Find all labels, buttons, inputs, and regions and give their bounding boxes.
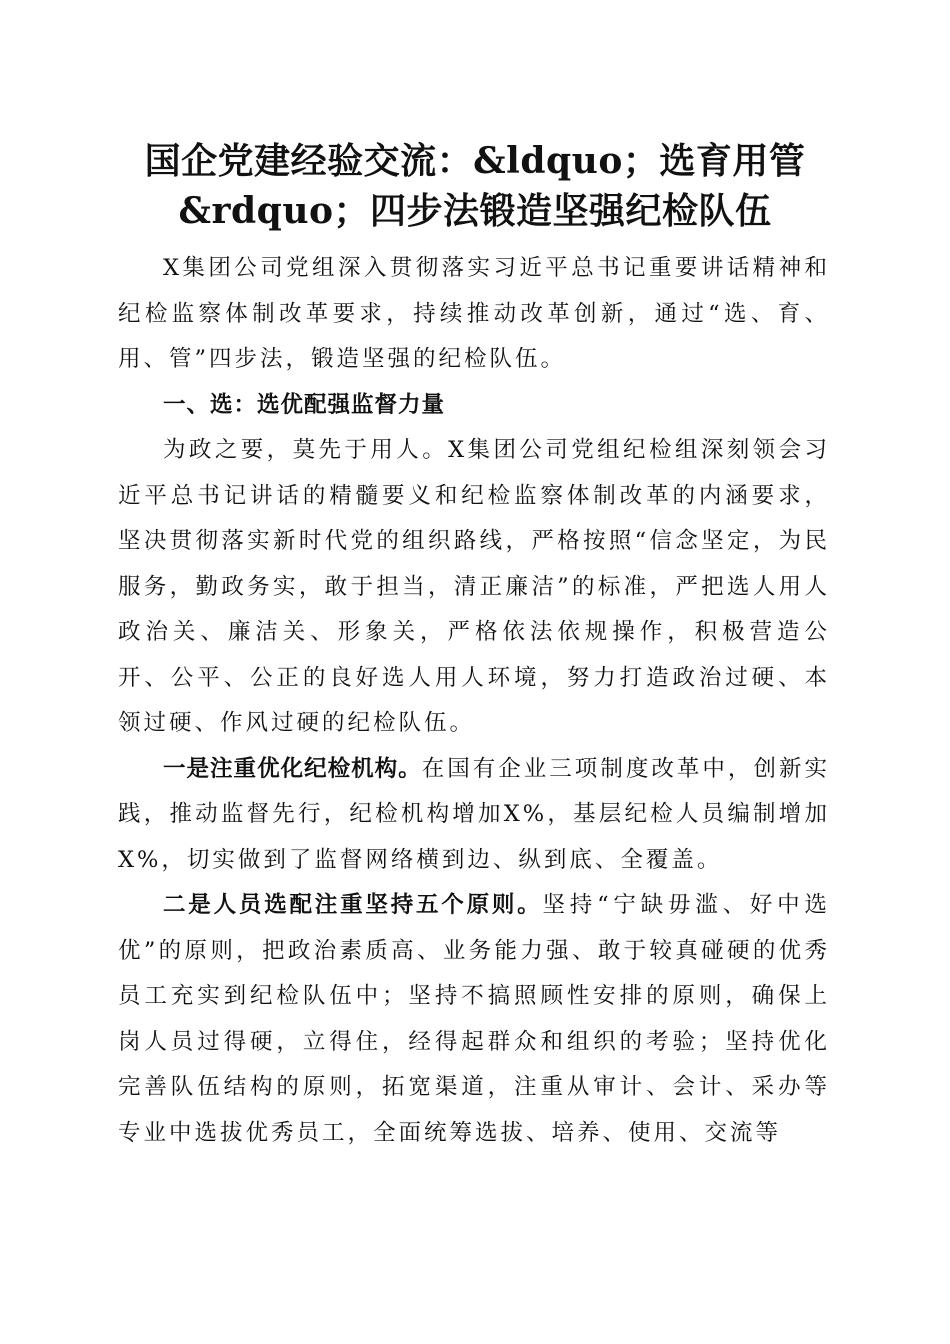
point-2-lead: 二是人员选配注重坚持五个原则。	[163, 892, 543, 918]
section-1-paragraph: 为政之要，莫先于用人。X集团公司党组纪检组深刻领会习近平总书记讲话的精髓要义和纪检监察体制改革的内涵要求，坚决贯彻落实新时代党的组织路线，严格按照“信念坚定，为民服务，勤政务实，敢于担当，清正廉洁”的标准，严把选人用人政治关、廉洁关、形象关，严格依法依规操作，积极营造公开、公平、公正的良好选人用人环境，努力打造政治过硬、本领过硬、作风过硬的纪检队伍。	[118, 437, 830, 736]
document-title	[120, 136, 830, 236]
intro-paragraph: X集团公司党组深入贯彻落实习近平总书记重要讲话精神和纪检监察体制改革要求，持续推动改革创新，通过“选、育、用、管”四步法，锻造坚强的纪检队伍。	[118, 255, 830, 372]
point-2-paragraph	[118, 883, 830, 1156]
point-1-paragraph	[118, 747, 830, 884]
point-1-text: 在国有企业三项制度改革中，创新实践，推动监督先行，纪检机构增加X%，基层纪检人员编制增加X%，切实做到了监督网络横到边、纵到底、全覆盖。	[118, 755, 830, 873]
document-title-line-2: &rdquo；四步法锻造坚强纪检队伍	[178, 190, 772, 232]
document-body	[118, 246, 830, 1156]
point-1-lead: 一是注重优化纪检机构。	[163, 755, 422, 782]
document-title-line-1: 国企党建经验交流：&ldquo；选育用管	[144, 140, 806, 182]
point-2-text: 坚持“宁缺毋滥、好中选优”的原则，把政治素质高、业务能力强、敢于较真碰硬的优秀员工充实到纪检队伍中；坚持不搞照顾性安排的原则，确保上岗人员过得硬，立得住，经得起群众和组织的考验；坚持优化完善队伍结构的原则，拓宽渠道，注重从审计、会计、采办等专业中选拔优秀员工，全面统筹选拔、培养、使用、交流等	[118, 892, 830, 1146]
section-1-heading: 一、选：选优配强监督力量	[163, 391, 446, 418]
